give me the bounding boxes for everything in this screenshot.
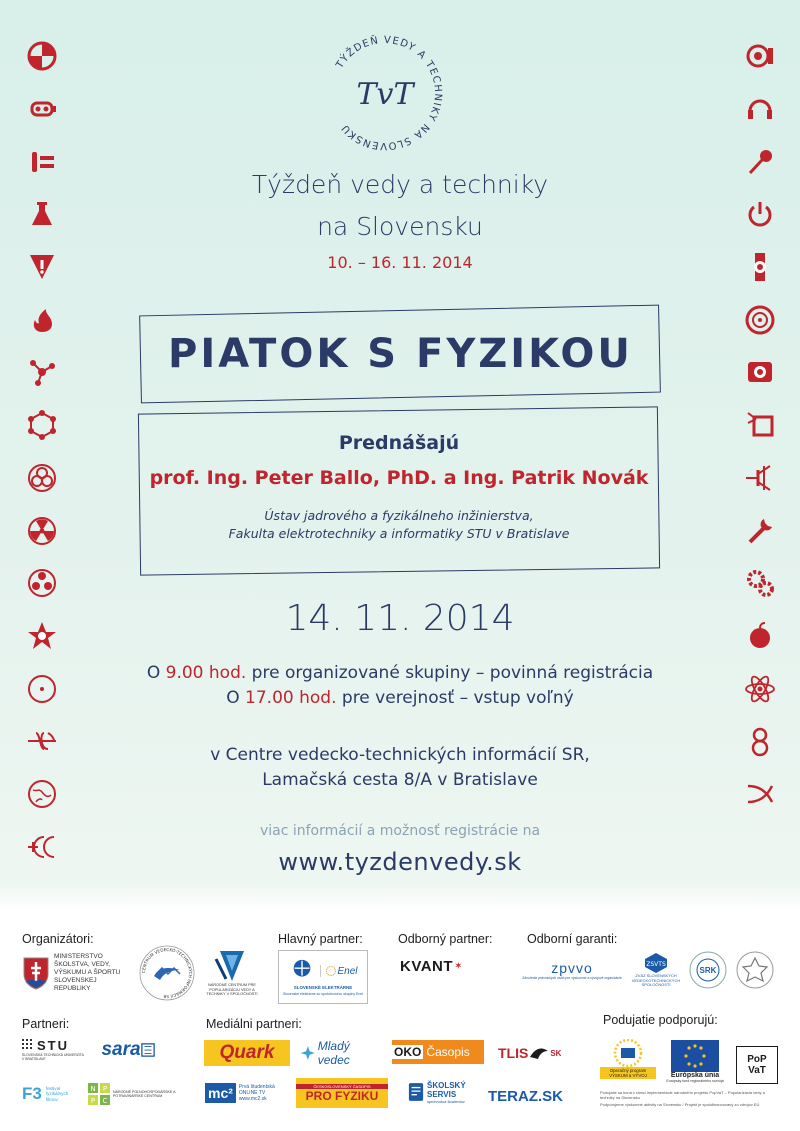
srk-name: SRK xyxy=(699,965,717,975)
radiation-icon xyxy=(22,504,62,557)
f3-logo xyxy=(22,1078,84,1110)
supported-label: Podujatie podporujú: xyxy=(603,1013,718,1027)
quark-logo xyxy=(204,1040,290,1066)
disc-icon xyxy=(740,293,780,346)
svg-text:N: N xyxy=(90,1085,96,1093)
molecule-ring-icon xyxy=(22,399,62,452)
header-dates: 10. – 16. 11. 2014 xyxy=(327,253,473,272)
mlady-vedec-logo xyxy=(300,1040,384,1066)
nc-popvat-name: NÁRODNÉ CENTRUM PRE POPULARIZÁCIU VEDY A TECHNIKY V SPOLOČNOSTI xyxy=(206,983,258,997)
svg-text:P: P xyxy=(90,1097,96,1105)
enel-name: Enel xyxy=(337,965,358,977)
zpvvo-caption: Združenie právnických osôb pre výskumné a vývojové organizácie xyxy=(522,976,622,980)
mc2-text: Prvá študentská ONLINE TV www.mc2.sk xyxy=(238,1084,275,1102)
disclaimer-line2: Podporujeme výskumné aktivity na Slovensku / Projekt je spolufinancovaný zo zdrojov EÚ xyxy=(600,1102,760,1107)
sara-name: sara xyxy=(101,1039,141,1060)
tlis-sk: SK xyxy=(550,1048,562,1058)
ministry-name: MINISTERSTVO ŠKOLSTVA, VEDY, VÝSKUMU A ŠPORTU SLOVENSKEJ REPUBLIKY xyxy=(54,953,121,992)
partners-label: Partneri: xyxy=(22,1017,70,1031)
ministry-coat-of-arms xyxy=(22,956,50,990)
op-vyskum-vyvoj-name: Operačný program VÝSKUM a VÝVOJ xyxy=(600,1067,656,1079)
tlis-logo xyxy=(498,1038,578,1068)
flame-icon xyxy=(22,293,62,346)
schedule-text: pre organizované skupiny – povinná registrácia xyxy=(246,663,654,683)
zsvts-name: ZVÄZ SLOVENSKÝCH VEDECKOTECHNICKÝCH SPOLOČNOSTÍ xyxy=(631,973,681,988)
wrench-icon xyxy=(740,504,780,557)
npc-name: NÁRODNÉ POĽNOHOSPODÁRSKE A POTRAVINÁRSKE CENTRUM xyxy=(113,1089,176,1098)
pro-fyziku-top: ČESKOSLOVENSKÝ ČASOPIS xyxy=(296,1084,388,1089)
pro-fyziku-logo xyxy=(296,1078,388,1108)
guarantor-emblem-logo xyxy=(734,950,776,990)
tvt-logo xyxy=(320,28,450,158)
stu-caption: SLOVENSKÁ TECHNICKÁ UNIVERZITA V BRATISLAVE xyxy=(22,1052,84,1061)
zpvvo-logo xyxy=(520,956,624,984)
schedule-line xyxy=(0,688,800,708)
lecturers-label: Prednášajú xyxy=(338,432,460,454)
schedule-line xyxy=(0,663,800,683)
venue-line1: v Centre vedecko-technických informácií SR, xyxy=(210,745,590,765)
kvant-name: KVANT xyxy=(400,957,454,975)
organizers-label: Organizátori: xyxy=(22,932,94,946)
header-title-line1: Týždeň vedy a techniky xyxy=(251,170,549,199)
logo-ring-text: TÝŽDEŇ VEDY A TECHNIKY NA SLOVENSKU xyxy=(334,34,444,152)
cvti-logo xyxy=(138,944,196,1002)
media-partners-label: Mediálni partneri: xyxy=(206,1017,302,1031)
op-vyskum-vyvoj-logo xyxy=(600,1034,656,1084)
skolsky-servis-logo xyxy=(408,1074,476,1110)
speaker-icon xyxy=(740,346,780,399)
camera-icon xyxy=(740,30,780,83)
srk-logo xyxy=(688,950,728,990)
nc-popvat-logo xyxy=(200,944,264,1002)
disclaimer-line1: Podujatie sa koná v rámci implementácie národného projektu PopVaT – Popularizácia vedy a techniky na Slovensku xyxy=(600,1090,765,1100)
kvant-star-icon: ✶ xyxy=(454,960,463,972)
biohazard-icon xyxy=(22,452,62,505)
website-link[interactable]: www.tyzdenvedy.sk xyxy=(278,848,522,876)
lecturers-content xyxy=(139,410,659,570)
mc2-logo xyxy=(205,1078,287,1108)
schedule-time: 9.00 hod. xyxy=(165,663,247,683)
f3-caption: festival fyzikálnych filmov xyxy=(45,1085,69,1102)
stu-name: STU xyxy=(37,1037,69,1053)
schedule-text: pre verejnosť – vstup voľný xyxy=(336,688,574,708)
schedule-prefix: O xyxy=(226,688,246,708)
tlis-name: TLIS xyxy=(498,1045,529,1061)
tv-icon xyxy=(740,399,780,452)
eu-name: Európska únia xyxy=(670,1071,720,1079)
main-partner-logo xyxy=(278,950,368,1004)
se-caption: Slovenské elektrárne so spoločnosťou skupiny Enel xyxy=(282,992,364,996)
skolsky-servis-name: ŠKOLSKÝ SERVIS xyxy=(427,1080,466,1099)
institution-line1: Ústav jadrového a fyzikálneho inžinierstva, xyxy=(264,508,534,523)
se-name: SLOVENSKÉ ELEKTRÁRNE xyxy=(293,985,353,990)
more-info-text: viac informácií a možnosť registrácie na xyxy=(259,823,541,839)
mlady-vedec-name: Mladý vedec xyxy=(317,1039,350,1067)
popvat-logo xyxy=(736,1046,778,1084)
svg-text:CENTRUM VEDECKO-TECHNICKÝCH IN: CENTRUM VEDECKO-TECHNICKÝCH INFORMÁCIÍ SR xyxy=(140,946,194,1000)
event-title-box xyxy=(139,305,661,404)
f3-name: F3 xyxy=(22,1084,42,1103)
event-date: 14. 11. 2014 xyxy=(285,598,515,639)
event-title: PIATOK S FYZIKOU xyxy=(167,331,633,378)
skolsky-caption: sprievodca študentov xyxy=(427,1098,465,1104)
disclaimer xyxy=(600,1090,780,1118)
zsvts-logo xyxy=(628,946,684,994)
quark-name: Quark xyxy=(219,1042,275,1063)
guarantors-label: Odborní garanti: xyxy=(527,932,618,946)
svg-text:C: C xyxy=(102,1097,108,1105)
eu-caption: Európsky fond regionálneho rozvoja xyxy=(666,1078,724,1083)
popvat-name: PoP VaT xyxy=(747,1054,767,1076)
molecule-icon xyxy=(22,346,62,399)
stu-logo xyxy=(22,1036,84,1062)
schedule-prefix: O xyxy=(146,663,166,683)
mc2-name: mc² xyxy=(205,1083,236,1103)
lecturers-names: prof. Ing. Peter Ballo, PhD. a Ing. Patrik Novák xyxy=(149,467,649,489)
logo-mark: TvT xyxy=(356,77,414,112)
oko-name: OKO xyxy=(394,1045,422,1059)
header-title-line2: na Slovensku xyxy=(317,212,483,241)
institution-line2: Fakulta elektrotechniky a informatiky STU v Bratislave xyxy=(228,526,570,541)
eu-logo xyxy=(664,1036,726,1086)
npc-logo xyxy=(88,1080,194,1108)
svg-text:P: P xyxy=(102,1085,108,1093)
target-icon xyxy=(22,30,62,83)
teraz-logo xyxy=(488,1086,580,1106)
casopis-name: Časopis xyxy=(426,1045,470,1059)
oko-casopis-logo xyxy=(392,1040,484,1064)
expert-partner-label: Odborný partner: xyxy=(398,932,493,946)
schedule-time: 17.00 hod. xyxy=(245,688,337,708)
headset-icon xyxy=(740,83,780,136)
venue-line2: Lamačská cesta 8/A v Bratislave xyxy=(262,770,538,790)
kvant-logo xyxy=(400,954,480,978)
pro-fyziku-name: PRO FYZIKU xyxy=(305,1088,379,1103)
main-partner-label: Hlavný partner: xyxy=(278,932,363,946)
zpvvo-name: zpvvo xyxy=(551,960,593,976)
svg-text:ZSVTS: ZSVTS xyxy=(646,961,666,969)
sara-logo xyxy=(100,1036,156,1064)
microscope-icon xyxy=(22,83,62,136)
teraz-name: TERAZ.SK xyxy=(488,1087,563,1105)
transistor-icon xyxy=(740,452,780,505)
